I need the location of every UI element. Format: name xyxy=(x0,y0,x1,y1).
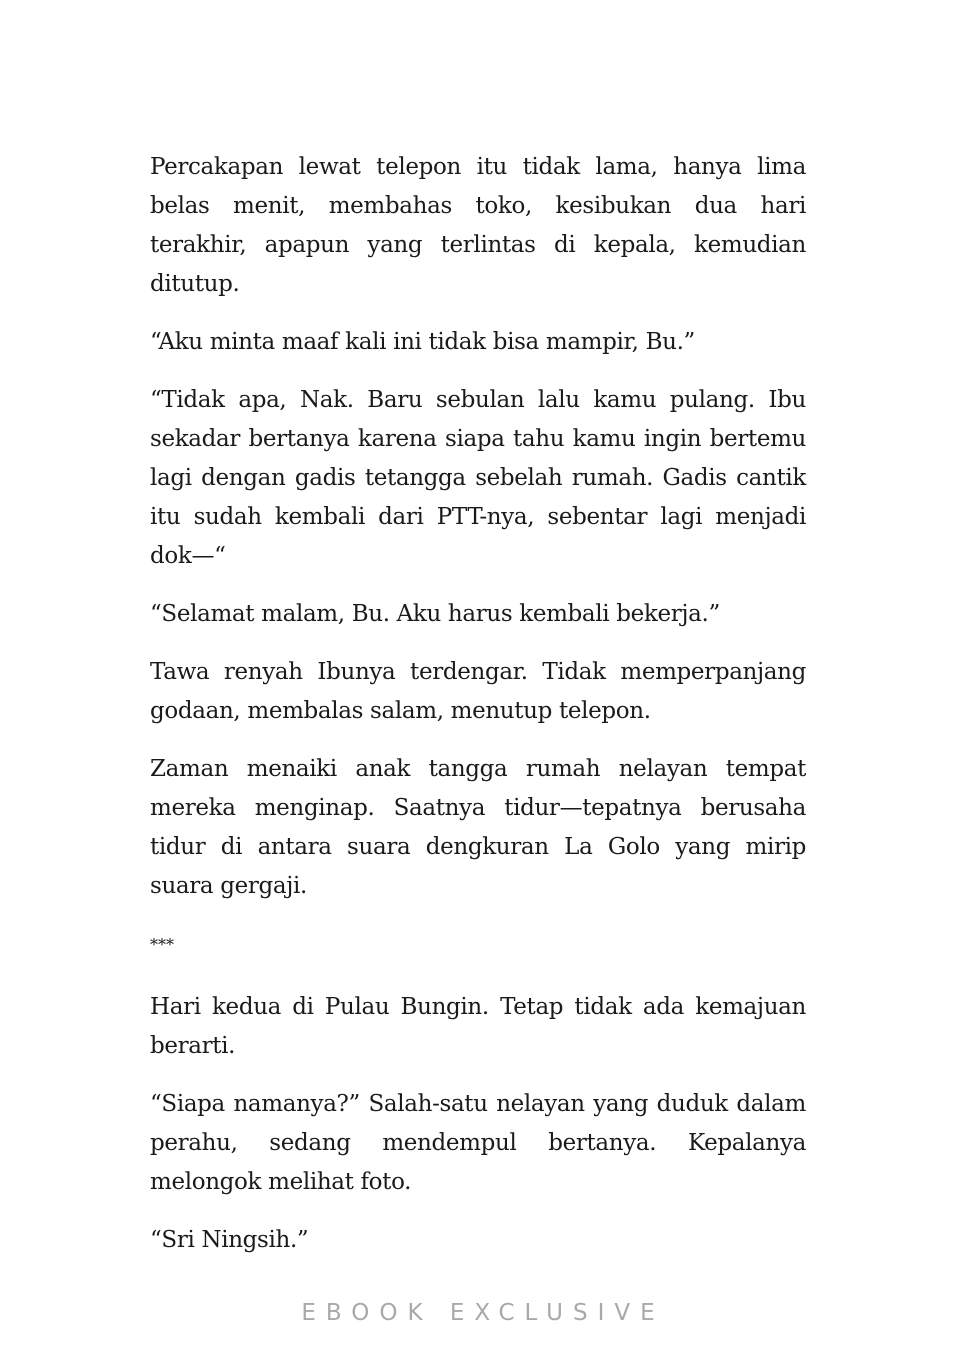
paragraph: “Siapa namanya?” Salah-satu nelayan yang duduk dalam perahu, sedang mendempul bertanya. Kepalanya melongok melihat foto. xyxy=(150,1091,806,1195)
paragraph: “Tidak apa, Nak. Baru sebulan lalu kamu pulang. Ibu sekadar bertanya karena siapa tahu kamu ingin bertemu lagi dengan gadis tetangga sebelah rumah. Gadis cantik itu sudah kembali dari PTT-nya, sebentar lagi menjadi dok—“ xyxy=(150,387,806,569)
paragraph: Tawa renyah Ibunya terdengar. Tidak memperpanjang godaan, membalas salam, menutup telepon. xyxy=(150,659,806,724)
paragraph: “Aku minta maaf kali ini tidak bisa mampir, Bu.” xyxy=(150,329,695,355)
ebook-exclusive-watermark: EBOOK EXCLUSIVE xyxy=(301,1300,665,1326)
paragraph: Hari kedua di Pulau Bungin. Tetap tidak ada kemajuan berarti. xyxy=(150,994,806,1059)
paragraph: Zaman menaiki anak tangga rumah nelayan tempat mereka menginap. Saatnya tidur—tepatnya berusaha tidur di antara suara dengkuran La Golo yang mirip suara gergaji. xyxy=(150,756,806,899)
book-page-body xyxy=(150,148,806,1279)
paragraph: “Selamat malam, Bu. Aku harus kembali bekerja.” xyxy=(150,601,720,627)
paragraph: Percakapan lewat telepon itu tidak lama, hanya lima belas menit, membahas toko, kesibukan dua hari terakhir, apapun yang terlintas di kepala, kemudian ditutup. xyxy=(150,154,806,297)
scene-separator: *** xyxy=(150,935,174,954)
paragraph: “Sri Ningsih.” xyxy=(150,1227,309,1253)
